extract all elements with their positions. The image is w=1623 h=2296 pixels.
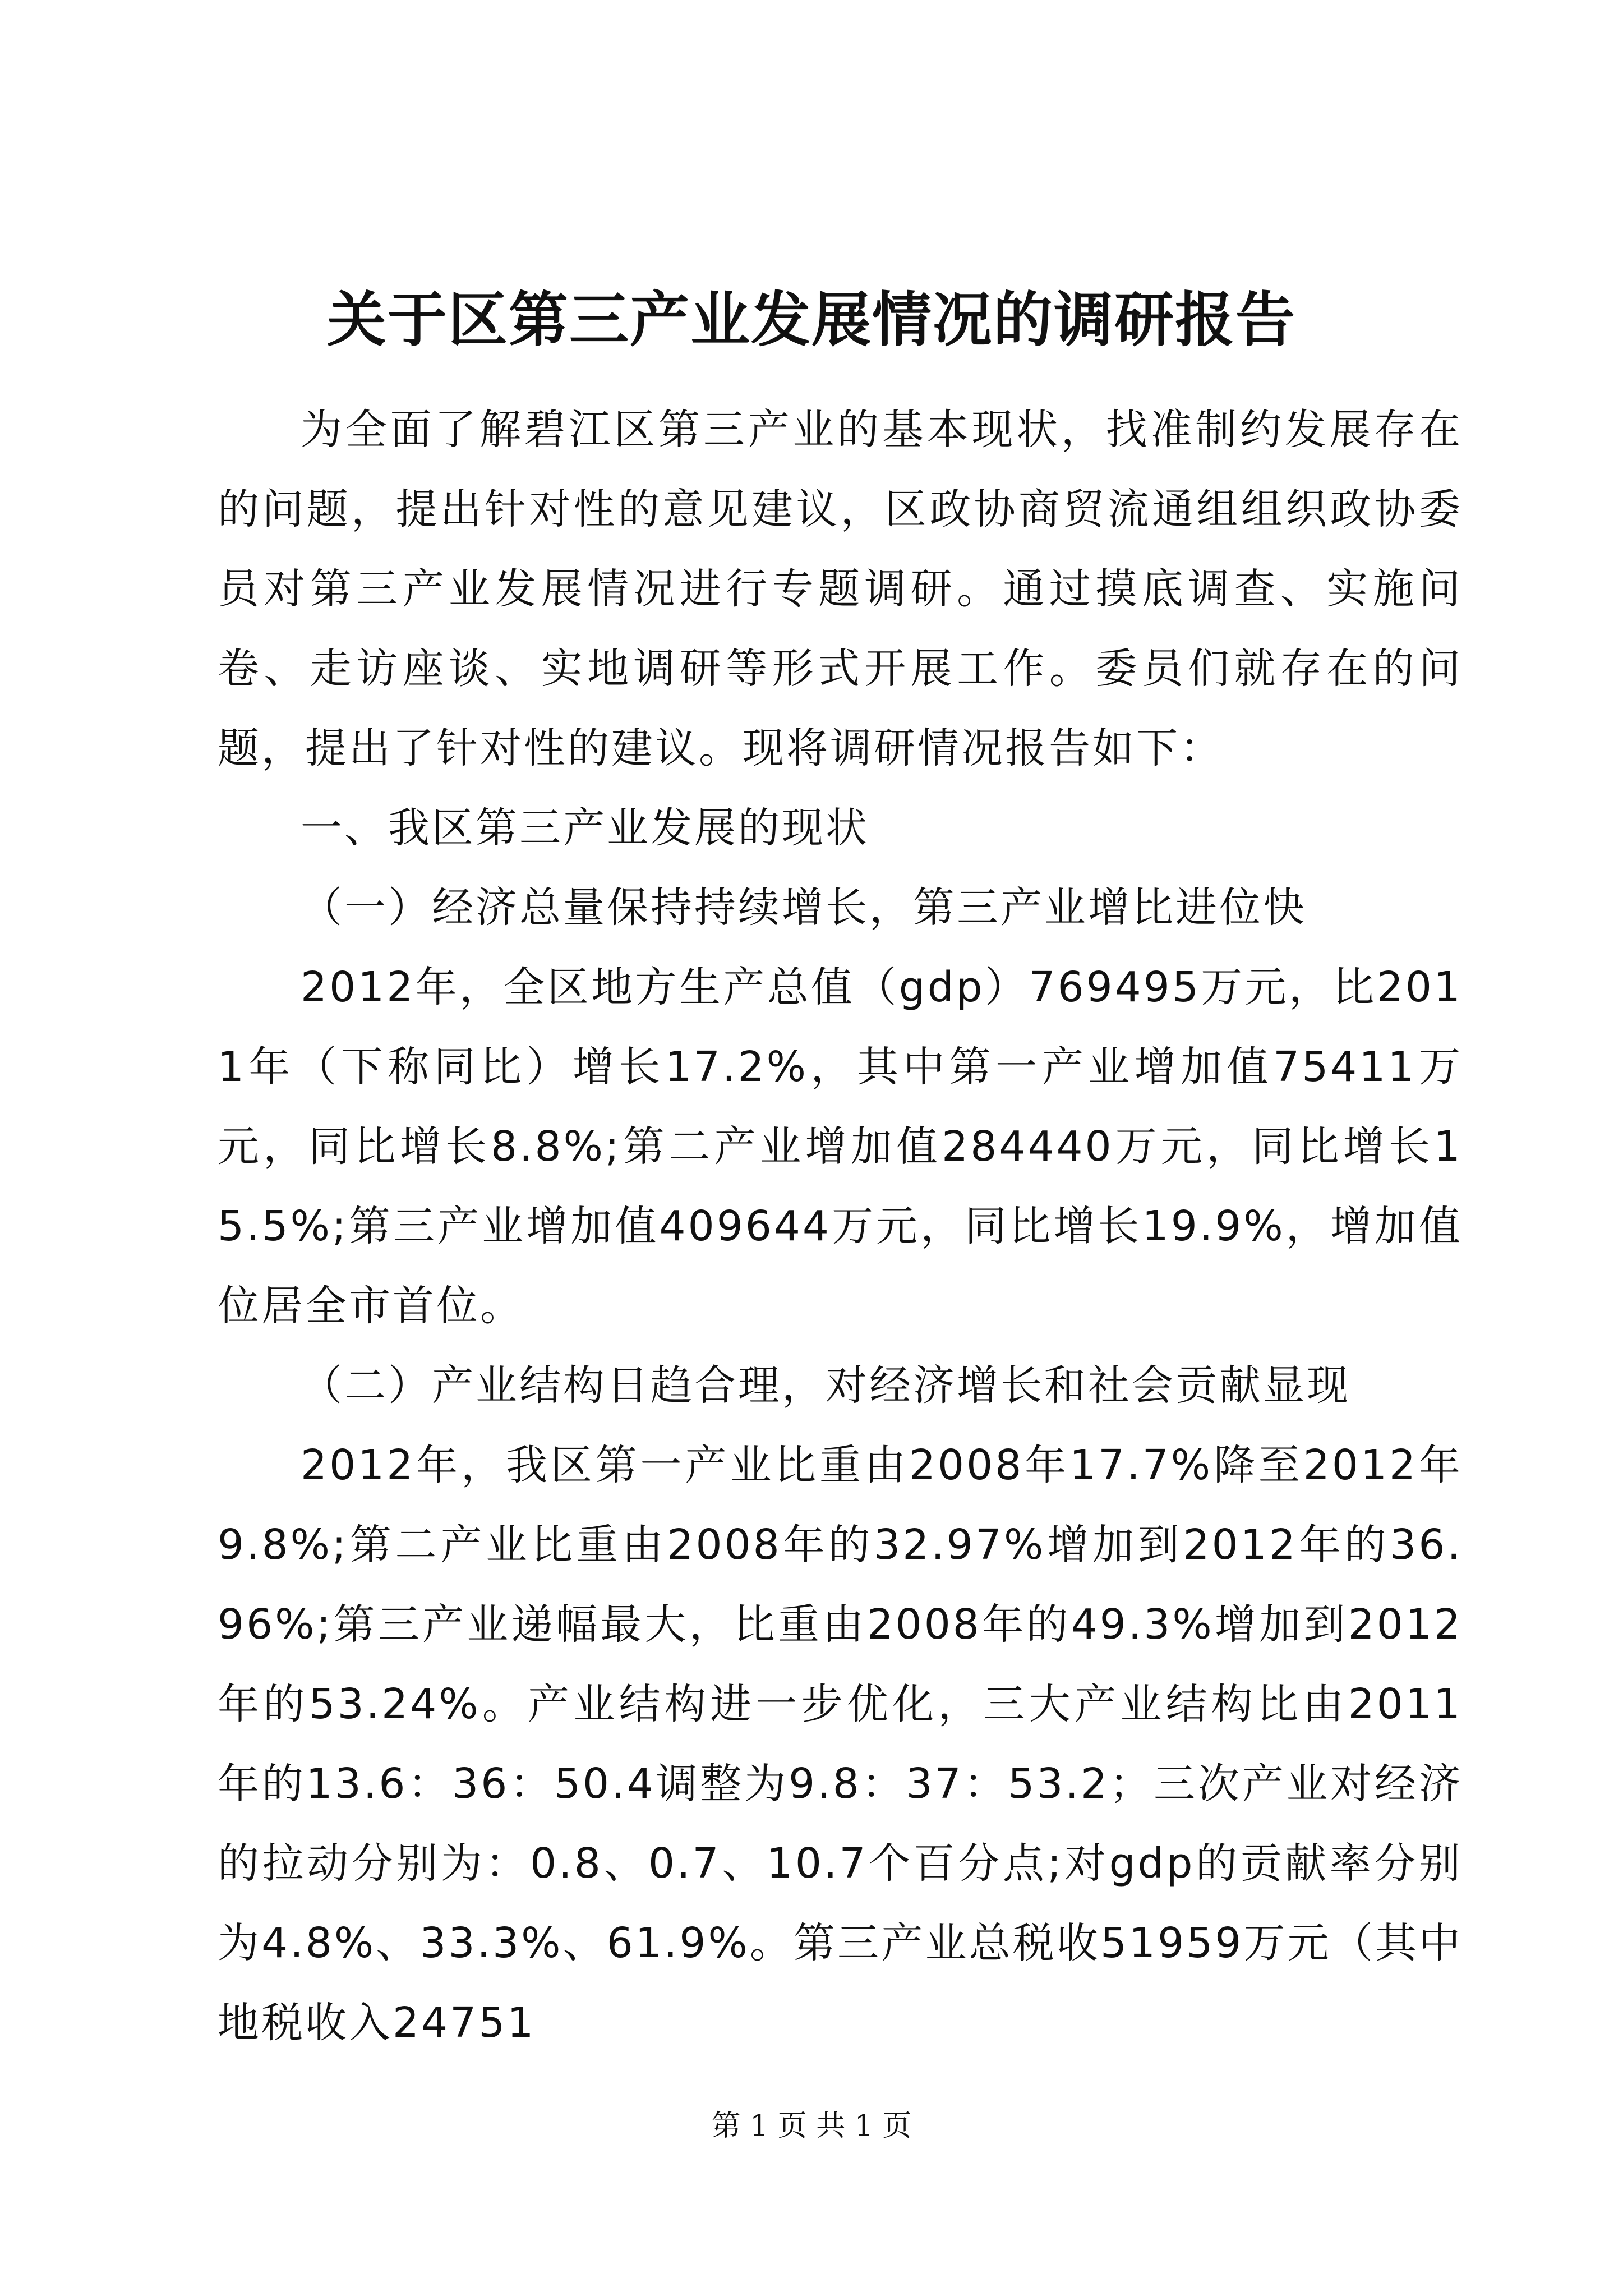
page-number-footer: 第 1 页 共 1 页 xyxy=(711,2109,912,2143)
body-paragraph-2: 2012年，我区第一产业比重由2008年17.7%降至2012年9.8%;第二产业比重由2008年的32.97%增加到2012年的36.96%;第三产业递幅最大，比重由2008年的49.3%增加到2012年的53.24%。产业结构进一步优化，三大产业结构比由2011年的13.6：36：50.4调整为9.8：37：53.2；三次产业对经济的拉动分别为：0.8、0.7、10.7个百分点;对gdp的贡献率分别为4.8%、33.3%、61.9%。第三产业总税收51959万元（其中地税收入24751 xyxy=(218,1441,1463,2047)
intro-paragraph: 为全面了解碧江区第三产业的基本现状，找准制约发展存在的问题，提出针对性的意见建议，区政协商贸流通组组织政协委员对第三产业发展情况进行专题调研。通过摸底调查、实施问卷、走访座谈、实地调研等形式开展工作。委员们就存在的问题，提出了针对性的建议。现将调研情况报告如下： xyxy=(218,406,1463,772)
subsection-heading-2: （二）产业结构日趋合理，对经济增长和社会贡献显现 xyxy=(301,1361,1350,1410)
body-paragraph-1: 2012年，全区地方生产总值（gdp）769495万元，比2011年（下称同比）增长17.2%，其中第一产业增加值75411万元，同比增长8.8%;第二产业增加值284440万元，同比增长15.5%;第三产业增加值409644万元，同比增长19.9%，增加值位居全市首位。 xyxy=(218,963,1463,1330)
subsection-heading-1: （一）经济总量保持持续增长，第三产业增比进位快 xyxy=(301,884,1307,932)
document-title: 关于区第三产业发展情况的调研报告 xyxy=(327,284,1296,355)
document-body xyxy=(218,390,1463,2063)
section-heading: 一、我区第三产业发展的现状 xyxy=(301,804,869,852)
